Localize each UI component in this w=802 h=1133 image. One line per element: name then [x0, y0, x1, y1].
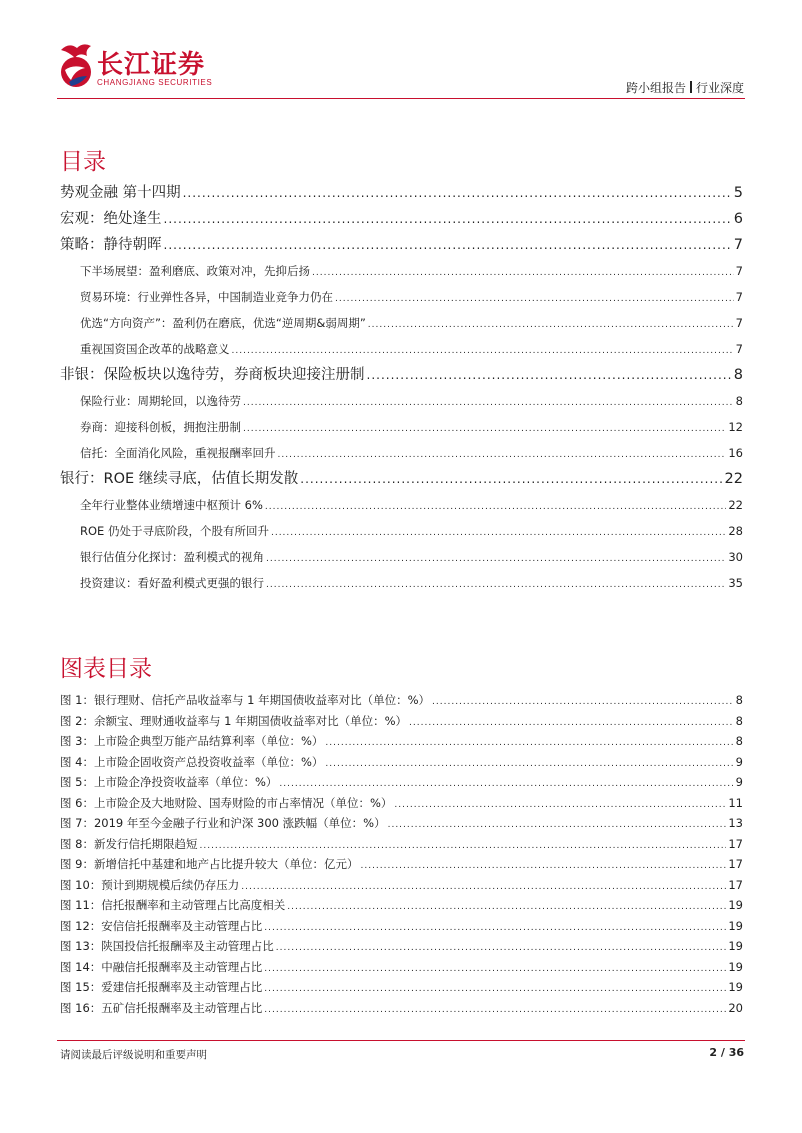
toc-entry-page-number: 12 — [728, 420, 743, 434]
figure-entry-label: 图 2：余额宝、理财通收益率与 1 年期国债收益率对比（单位：%） — [60, 713, 408, 728]
page-indicator: 2 / 36 — [709, 1046, 744, 1059]
toc-entry-label: 重视国资国企改革的战略意义 — [80, 342, 230, 356]
toc-entry-page-number: 22 — [724, 471, 743, 487]
toc-entry[interactable] — [60, 232, 743, 258]
figure-entry-page-number: 20 — [728, 1000, 743, 1015]
toc-entry[interactable] — [60, 206, 743, 232]
figure-entry-page-number: 17 — [728, 877, 743, 892]
dot-leader — [432, 692, 734, 713]
figure-entry[interactable] — [60, 936, 743, 957]
figure-entry-label: 图 12：安信信托报酬率及主动管理占比 — [60, 918, 263, 933]
dot-leader — [394, 795, 726, 816]
logo-emblem-icon — [57, 40, 95, 90]
figure-entry-label: 图 13：陕国投信托报酬率及主动管理占比 — [60, 939, 274, 953]
divider — [690, 81, 692, 93]
toc-entry-label: 宏观：绝处逢生 — [60, 211, 162, 227]
figure-entry-label: 图 16：五矿信托报酬率及主动管理占比 — [60, 1000, 263, 1015]
toc-entry-page-number: 5 — [733, 185, 743, 201]
figure-entry-page-number: 8 — [735, 734, 743, 748]
figure-entry-page-number: 8 — [735, 693, 743, 707]
figure-entry-page-number: 19 — [728, 980, 743, 994]
figure-entry[interactable] — [60, 998, 743, 1019]
dot-leader — [266, 546, 726, 572]
figure-entry-page-number: 9 — [735, 754, 743, 769]
figure-entry[interactable] — [60, 813, 743, 834]
company-logo — [57, 40, 257, 96]
footer-disclaimer: 请阅读最后评级说明和重要声明 — [60, 1049, 207, 1061]
dot-leader — [243, 416, 726, 442]
toc-entry[interactable] — [60, 570, 743, 596]
figure-entry-label: 图 1：银行理财、信托产品收益率与 1 年期国债收益率对比（单位：%） — [60, 693, 431, 707]
figure-entry[interactable] — [60, 957, 743, 978]
toc-entry[interactable] — [60, 258, 743, 284]
dot-leader — [367, 362, 732, 388]
dot-leader — [264, 959, 726, 980]
dot-leader — [241, 877, 726, 898]
figure-entry-page-number: 17 — [728, 836, 743, 851]
page-header — [0, 0, 802, 100]
dot-leader — [287, 897, 726, 918]
figure-entry-page-number: 19 — [728, 939, 743, 953]
toc-entry-label: 势观金融 第十四期 — [60, 185, 181, 201]
toc-entry[interactable] — [60, 284, 743, 310]
toc-entry-label: 信托：全面消化风险，重视报酬率回升 — [80, 446, 276, 460]
dot-leader — [325, 733, 733, 754]
toc-entry[interactable] — [60, 388, 743, 414]
dot-leader — [183, 180, 732, 206]
figure-entry[interactable] — [60, 772, 743, 793]
dot-leader — [388, 815, 727, 836]
toc-entry-label: 银行：ROE 继续寻底，估值长期发散 — [60, 471, 299, 487]
figure-entry-label: 图 11：信托报酬率和主动管理占比高度相关 — [60, 898, 286, 912]
figures-title: 图表目录 — [60, 656, 152, 682]
figure-entry-page-number: 19 — [728, 898, 743, 912]
header-rule — [57, 98, 745, 99]
toc-entry-page-number: 7 — [735, 342, 743, 356]
toc-entry-label: 贸易环境：行业弹性各异，中国制造业竞争力仍在 — [80, 290, 333, 304]
figure-entry[interactable] — [60, 875, 743, 896]
toc-entry-label: 非银：保险板块以逸待劳，券商板块迎接注册制 — [60, 367, 365, 383]
dot-leader — [368, 312, 734, 338]
figure-entry[interactable] — [60, 854, 743, 875]
figure-entry-label: 图 8：新发行信托期限趋短 — [60, 836, 198, 851]
dot-leader — [232, 338, 734, 364]
footer-rule — [57, 1040, 745, 1041]
figure-entry[interactable] — [60, 834, 743, 855]
logo-english-name: CHANGJIANG SECURITIES — [97, 78, 213, 87]
dot-leader — [264, 979, 726, 1000]
dot-leader — [409, 713, 734, 734]
toc-entry-page-number: 6 — [733, 211, 743, 227]
figure-entry-label: 图 6：上市险企及大地财险、国寿财险的市占率情况（单位：%） — [60, 795, 393, 810]
figure-entry-label: 图 3：上市险企典型万能产品结算利率（单位：%） — [60, 734, 324, 748]
dot-leader — [325, 754, 733, 775]
report-tags — [626, 79, 744, 96]
figure-entry-page-number: 19 — [728, 959, 743, 974]
dot-leader — [164, 232, 732, 258]
figure-entry-label: 图 14：中融信托报酬率及主动管理占比 — [60, 959, 263, 974]
figure-entry[interactable] — [60, 711, 743, 732]
figure-entry[interactable] — [60, 690, 743, 711]
toc-entry-page-number: 35 — [728, 576, 743, 590]
dot-leader — [199, 836, 726, 857]
figure-entry-label: 图 5：上市险企净投资收益率（单位：%） — [60, 775, 278, 789]
toc-entry-page-number: 7 — [735, 290, 743, 304]
dot-leader — [264, 918, 726, 939]
figure-entry[interactable] — [60, 731, 743, 752]
figure-entry[interactable] — [60, 752, 743, 773]
dot-leader — [265, 494, 726, 520]
toc-entry-page-number: 22 — [728, 498, 743, 512]
toc-entry[interactable] — [60, 518, 743, 544]
dot-leader — [279, 774, 733, 795]
toc-entry-page-number: 16 — [728, 446, 743, 460]
figure-entry[interactable] — [60, 895, 743, 916]
toc-entry-label: 策略：静待朝晖 — [60, 237, 162, 253]
toc-entry[interactable] — [60, 492, 743, 518]
toc-entry-label: 银行估值分化探讨：盈利模式的视角 — [80, 550, 264, 564]
dot-leader — [271, 520, 726, 546]
dot-leader — [360, 856, 726, 877]
figure-entry-label: 图 15：爱建信托报酬率及主动管理占比 — [60, 980, 263, 994]
toc-entry[interactable] — [60, 336, 743, 362]
toc-entry[interactable] — [60, 180, 743, 206]
toc-entry-page-number: 7 — [733, 237, 743, 253]
toc-entry-label: 投资建议：看好盈利模式更强的银行 — [80, 576, 264, 590]
toc-entry[interactable] — [60, 362, 743, 388]
figure-entry-label: 图 7：2019 年至今金融子行业和沪深 300 涨跌幅（单位：%） — [60, 816, 386, 830]
toc-entry-page-number: 8 — [735, 394, 743, 408]
toc-entry-label: ROE 仍处于寻底阶段，个股有所回升 — [80, 524, 269, 538]
toc-entry-label: 全年行业整体业绩增速中枢预计 6% — [80, 498, 263, 512]
toc-entry-page-number: 28 — [728, 524, 743, 538]
logo-chinese-name: 长江证券 — [97, 50, 206, 80]
figure-entry[interactable] — [60, 793, 743, 814]
toc-entry-page-number: 7 — [735, 264, 743, 278]
dot-leader — [164, 206, 732, 232]
figure-entry[interactable] — [60, 916, 743, 937]
toc-title: 目录 — [60, 149, 106, 175]
figure-entry-page-number: 11 — [728, 795, 743, 810]
figure-entry-label: 图 4：上市险企固收资产总投资收益率（单位：%） — [60, 754, 324, 769]
figure-entry-page-number: 9 — [735, 775, 743, 789]
toc-entry[interactable] — [60, 466, 743, 492]
dot-leader — [335, 286, 734, 312]
toc-entry-page-number: 7 — [735, 316, 743, 330]
dot-leader — [243, 390, 734, 416]
toc-entry-page-number: 8 — [733, 367, 743, 383]
toc-entry-page-number: 30 — [728, 550, 743, 564]
toc-entry-label: 券商：迎接科创板，拥抱注册制 — [80, 420, 241, 434]
dot-leader — [276, 938, 727, 959]
figure-entry-page-number: 8 — [735, 713, 743, 728]
toc-entry[interactable] — [60, 310, 743, 336]
toc-entry[interactable] — [60, 414, 743, 440]
dot-leader — [264, 1000, 726, 1021]
figure-entry-label: 图 9：新增信托中基建和地产占比提升较大（单位：亿元） — [60, 857, 359, 871]
toc-entry-label: 下半场展望：盈利磨底、政策对冲，先抑后扬 — [80, 264, 310, 278]
toc-entry[interactable] — [60, 440, 743, 466]
figure-entry-page-number: 17 — [728, 857, 743, 871]
toc-list — [60, 180, 743, 596]
figure-entry-label: 图 10：预计到期规模后续仍存压力 — [60, 877, 240, 892]
figure-entry-page-number: 13 — [728, 816, 743, 830]
dot-leader — [300, 466, 722, 492]
figure-entry[interactable] — [60, 977, 743, 998]
report-category: 行业深度 — [695, 81, 744, 95]
toc-entry-label: 优选“方向资产”：盈利仍在磨底，优选“逆周期&弱周期” — [80, 316, 366, 330]
dot-leader — [278, 442, 727, 468]
toc-entry-label: 保险行业：周期轮回，以逸待劳 — [80, 394, 241, 408]
toc-entry[interactable] — [60, 544, 743, 570]
dot-leader — [312, 260, 734, 286]
report-type: 跨小组报告 — [625, 81, 686, 95]
dot-leader — [266, 572, 726, 598]
figures-list — [60, 690, 743, 1018]
figure-entry-page-number: 19 — [728, 918, 743, 933]
